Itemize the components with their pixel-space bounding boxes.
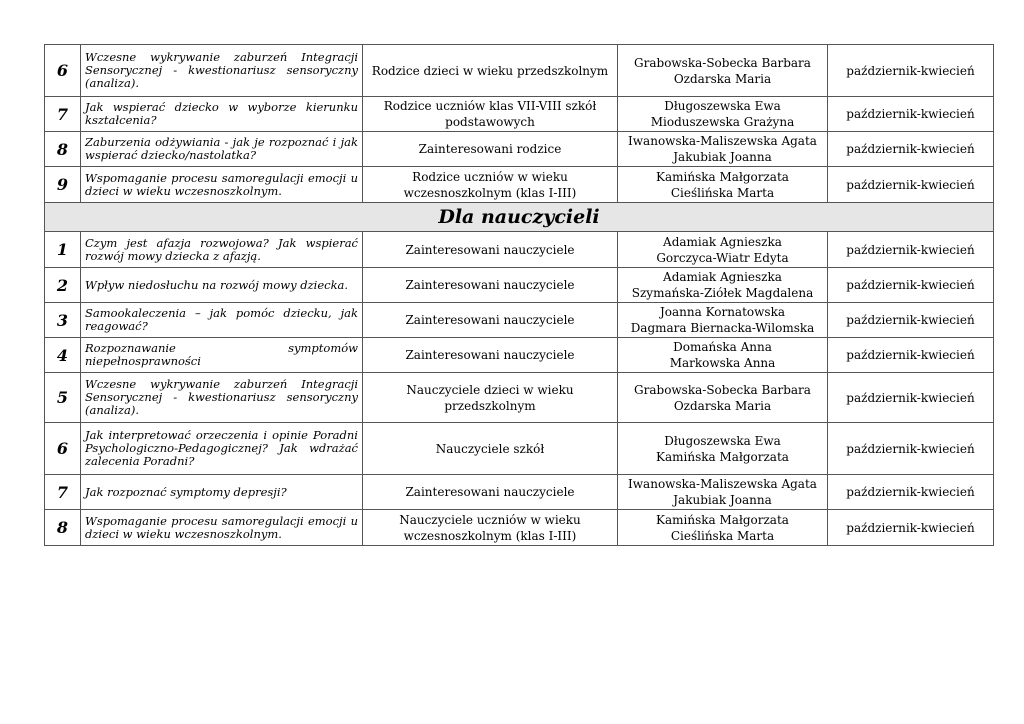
date-cell: październik-kwiecień — [828, 475, 994, 510]
audience-cell: Rodzice uczniów w wieku wczesnoszkolnym (klas I-III) — [363, 167, 618, 203]
topic-cell: Wczesne wykrywanie zaburzeń Integracji Sensorycznej - kwestionariusz sensoryczny (analiza). — [81, 45, 363, 97]
topic-cell: Wspomaganie procesu samoregulacji emocji u dzieci w wieku wczesnoszkolnym. — [81, 510, 363, 546]
date-cell: październik-kwiecień — [828, 338, 994, 373]
author-name: Ozdarska Maria — [673, 71, 772, 86]
author-name: Cieślińska Marta — [670, 528, 775, 543]
topic-cell: Jak rozpoznać symptomy depresji? — [81, 475, 363, 510]
author-name: Adamiak Agnieszka — [663, 270, 782, 284]
authors-cell — [618, 167, 828, 203]
audience-cell: Zainteresowani nauczyciele — [363, 338, 618, 373]
row-number: 6 — [45, 423, 81, 475]
author-name: Grabowska-Sobecka Barbara — [634, 55, 811, 70]
audience-cell: Rodzice uczniów klas VII-VIII szkół podstawowych — [363, 97, 618, 132]
date-cell: październik-kwiecień — [828, 423, 994, 475]
author-name: Mioduszewska Grażyna — [650, 115, 795, 129]
authors-cell — [618, 510, 828, 546]
author-name: Markowska Anna — [669, 356, 776, 370]
row-number: 9 — [45, 167, 81, 203]
author-name: Kamińska Małgorzata — [656, 512, 789, 527]
author-name: Grabowska-Sobecka Barbara — [634, 382, 811, 397]
authors-cell — [618, 475, 828, 510]
topic-cell: Wpływ niedosłuchu na rozwój mowy dziecka. — [81, 268, 363, 303]
authors-cell — [618, 232, 828, 268]
authors-cell — [618, 132, 828, 167]
table-row — [45, 303, 994, 338]
authors-cell — [618, 45, 828, 97]
topic-cell: Jak interpretować orzeczenia i opinie Poradni Psychologiczno-Pedagogicznej? Jak wdrażać zalecenia Poradni? — [81, 423, 363, 475]
author-name: Szymańska-Ziółek Magdalena — [631, 286, 814, 300]
authors-cell — [618, 373, 828, 423]
audience-cell: Nauczyciele szkół — [363, 423, 618, 475]
author-name: Iwanowska-Maliszewska Agata — [628, 477, 817, 491]
table-row — [45, 423, 994, 475]
authors-cell — [618, 423, 828, 475]
author-name: Ozdarska Maria — [673, 398, 772, 413]
schedule-table — [44, 44, 994, 546]
audience-cell: Zainteresowani nauczyciele — [363, 475, 618, 510]
row-number: 1 — [45, 232, 81, 268]
row-number: 8 — [45, 132, 81, 167]
audience-cell: Rodzice dzieci w wieku przedszkolnym — [363, 45, 618, 97]
author-name: Długoszewska Ewa — [664, 433, 781, 448]
topic-cell: Czym jest afazja rozwojowa? Jak wspierać rozwój mowy dziecka z afazją. — [81, 232, 363, 268]
table-row — [45, 338, 994, 373]
topic-cell: Samookaleczenia – jak pomóc dziecku, jak reagować? — [81, 303, 363, 338]
author-name: Cieślińska Marta — [670, 185, 775, 200]
date-cell: październik-kwiecień — [828, 373, 994, 423]
row-number: 4 — [45, 338, 81, 373]
date-cell: październik-kwiecień — [828, 510, 994, 546]
table-row — [45, 232, 994, 268]
author-name: Jakubiak Joanna — [673, 150, 772, 164]
author-name: Długoszewska Ewa — [664, 99, 781, 113]
table-row — [45, 45, 994, 97]
table-row — [45, 373, 994, 423]
date-cell: październik-kwiecień — [828, 132, 994, 167]
topic-cell: Rozpoznawanie symptomów niepełnosprawności — [81, 338, 363, 373]
author-name: Joanna Kornatowska — [659, 305, 785, 319]
table-row — [45, 132, 994, 167]
date-cell: październik-kwiecień — [828, 303, 994, 338]
table-row — [45, 510, 994, 546]
audience-cell: Zainteresowani nauczyciele — [363, 232, 618, 268]
row-number: 8 — [45, 510, 81, 546]
date-cell: październik-kwiecień — [828, 268, 994, 303]
topic-cell: Jak wspierać dziecko w wyborze kierunku kształcenia? — [81, 97, 363, 132]
audience-cell: Zainteresowani nauczyciele — [363, 303, 618, 338]
author-name: Gorczyca-Wiatr Edyta — [656, 250, 789, 265]
audience-cell: Zainteresowani nauczyciele — [363, 268, 618, 303]
author-name: Dagmara Biernacka-Wilomska — [630, 321, 815, 335]
authors-cell — [618, 338, 828, 373]
author-name: Adamiak Agnieszka — [663, 234, 782, 249]
audience-cell: Nauczyciele uczniów w wieku wczesnoszkolnym (klas I-III) — [363, 510, 618, 546]
audience-cell: Nauczyciele dzieci w wieku przedszkolnym — [363, 373, 618, 423]
section-title: Dla nauczycieli — [45, 203, 994, 232]
section-row — [45, 203, 994, 232]
row-number: 7 — [45, 97, 81, 132]
author-name: Kamińska Małgorzata — [656, 169, 789, 184]
table-row — [45, 97, 994, 132]
row-number: 7 — [45, 475, 81, 510]
audience-cell: Zainteresowani rodzice — [363, 132, 618, 167]
author-name: Kamińska Małgorzata — [656, 449, 789, 464]
authors-cell — [618, 268, 828, 303]
date-cell: październik-kwiecień — [828, 97, 994, 132]
authors-cell — [618, 303, 828, 338]
table-row — [45, 475, 994, 510]
table-row — [45, 268, 994, 303]
author-name: Iwanowska-Maliszewska Agata — [628, 134, 817, 148]
topic-cell: Wspomaganie procesu samoregulacji emocji u dzieci w wieku wczesnoszkolnym. — [81, 167, 363, 203]
row-number: 6 — [45, 45, 81, 97]
topic-cell: Zaburzenia odżywiania - jak je rozpoznać i jak wspierać dziecko/nastolatka? — [81, 132, 363, 167]
date-cell: październik-kwiecień — [828, 232, 994, 268]
topic-cell: Wczesne wykrywanie zaburzeń Integracji Sensorycznej - kwestionariusz sensoryczny (analiza). — [81, 373, 363, 423]
table-row — [45, 167, 994, 203]
row-number: 3 — [45, 303, 81, 338]
date-cell: październik-kwiecień — [828, 167, 994, 203]
row-number: 5 — [45, 373, 81, 423]
author-name: Jakubiak Joanna — [673, 493, 772, 507]
author-name: Domańska Anna — [673, 340, 772, 354]
date-cell: październik-kwiecień — [828, 45, 994, 97]
authors-cell — [618, 97, 828, 132]
row-number: 2 — [45, 268, 81, 303]
